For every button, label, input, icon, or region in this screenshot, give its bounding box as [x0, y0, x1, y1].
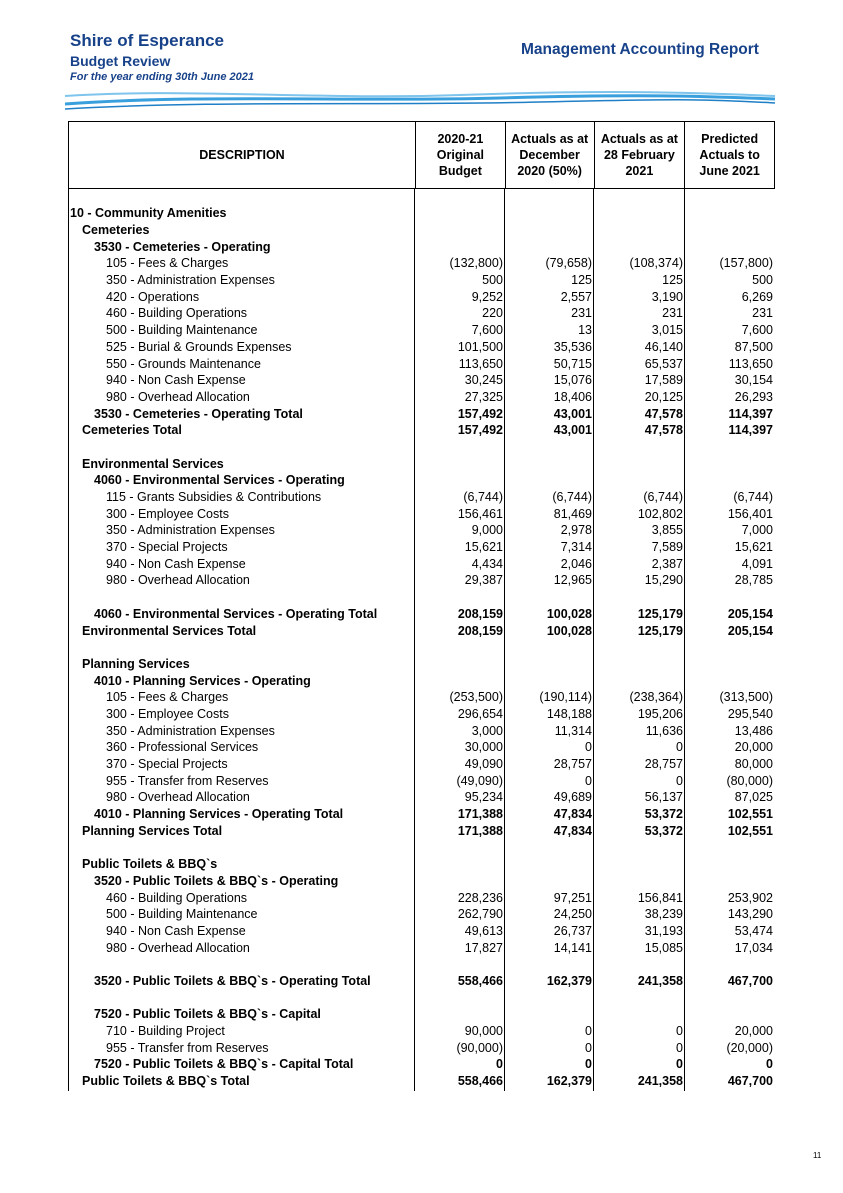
- column-header-actuals-february: Actuals as at 28 February 2021: [594, 122, 685, 188]
- row-value-col2: 7,314: [560, 540, 592, 555]
- table-row: [68, 372, 775, 389]
- spacer-row: [68, 956, 775, 973]
- row-value-col3: 47,578: [644, 406, 683, 421]
- row-value-col2: (79,658): [545, 256, 592, 271]
- row-value-col3: 125,179: [637, 623, 683, 638]
- row-value-col3: 46,140: [644, 339, 683, 354]
- row-value-col2: 0: [585, 1057, 592, 1072]
- section-heading-row: [68, 222, 775, 239]
- row-description: 980 - Overhead Allocation: [106, 790, 250, 805]
- table-row: [68, 522, 775, 539]
- row-value-col1: 171,388: [457, 823, 503, 838]
- row-value-col4: 7,000: [741, 523, 773, 538]
- column-header-description: DESCRIPTION: [199, 148, 285, 162]
- row-value-col2: 0: [585, 740, 592, 755]
- row-description: 4060 - Environmental Services - Operating: [94, 473, 345, 488]
- table-row: [68, 689, 775, 706]
- row-value-col1: 49,090: [464, 757, 503, 772]
- row-value-col2: 0: [585, 1040, 592, 1055]
- row-value-col1: 296,654: [457, 706, 503, 721]
- row-value-col1: 228,236: [457, 890, 503, 905]
- row-value-col3: 20,125: [644, 389, 683, 404]
- row-description: 300 - Employee Costs: [106, 706, 229, 721]
- row-value-col3: 241,358: [637, 973, 683, 988]
- row-value-col4: 17,034: [734, 940, 773, 955]
- total-row: [68, 822, 775, 839]
- row-value-col1: 4,434: [471, 556, 503, 571]
- row-description: 10 - Community Amenities: [70, 206, 227, 221]
- row-description: 115 - Grants Subsidies & Contributions: [106, 490, 322, 505]
- row-value-col4: 26,293: [734, 389, 773, 404]
- row-value-col4: 7,600: [741, 323, 773, 338]
- header-wave-divider: [60, 86, 780, 116]
- row-value-col3: 53,372: [644, 823, 683, 838]
- section-heading-row: [68, 656, 775, 673]
- page-number: 11: [813, 1151, 822, 1160]
- row-value-col3: 56,137: [644, 790, 683, 805]
- row-value-col4: 53,474: [734, 923, 773, 938]
- row-value-col2: 35,536: [553, 339, 592, 354]
- row-value-col3: 102,802: [637, 506, 683, 521]
- row-value-col3: 17,589: [644, 373, 683, 388]
- row-description: 105 - Fees & Charges: [106, 256, 229, 271]
- row-description: 955 - Transfer from Reserves: [106, 773, 269, 788]
- total-row: [68, 1073, 775, 1090]
- row-description: 955 - Transfer from Reserves: [106, 1040, 269, 1055]
- row-value-col3: 125,179: [637, 606, 683, 621]
- row-value-col2: 12,965: [553, 573, 592, 588]
- report-title: Management Accounting Report: [521, 41, 759, 58]
- row-description: 940 - Non Cash Expense: [106, 556, 246, 571]
- report-period: For the year ending 30th June 2021: [70, 71, 255, 83]
- column-header-original-budget: 2020-21 Original Budget: [415, 122, 505, 188]
- row-value-col2: 11,314: [554, 723, 592, 738]
- row-value-col3: 0: [676, 1040, 683, 1055]
- row-value-col2: 125: [571, 273, 592, 288]
- row-description: 420 - Operations: [106, 289, 200, 304]
- total-row: [68, 1056, 775, 1073]
- row-value-col3: 31,193: [644, 923, 683, 938]
- row-value-col1: 30,245: [464, 373, 503, 388]
- row-value-col3: (238,364): [629, 690, 683, 705]
- row-value-col4: (6,744): [733, 490, 773, 505]
- row-value-col1: (6,744): [463, 490, 503, 505]
- row-description: 350 - Administration Expenses: [106, 523, 275, 538]
- row-value-col3: (108,374): [629, 256, 683, 271]
- row-value-col3: (6,744): [643, 490, 683, 505]
- total-row: [68, 806, 775, 823]
- row-value-col4: 28,785: [734, 573, 773, 588]
- row-value-col4: 231: [752, 306, 773, 321]
- row-value-col1: (132,800): [449, 256, 503, 271]
- row-value-col4: 113,650: [728, 356, 773, 371]
- row-description: Environmental Services: [82, 456, 224, 471]
- row-value-col1: 113,650: [458, 356, 503, 371]
- table-row: [68, 555, 775, 572]
- row-value-col2: 13: [578, 323, 592, 338]
- row-value-col4: 15,621: [734, 540, 773, 555]
- table-row: [68, 939, 775, 956]
- row-value-col4: 13,486: [734, 723, 773, 738]
- row-value-col4: 102,551: [727, 823, 773, 838]
- section-heading-row: [68, 205, 775, 222]
- section-heading-row: [68, 1006, 775, 1023]
- row-value-col2: 0: [585, 1024, 592, 1039]
- row-value-col3: 3,015: [651, 323, 683, 338]
- row-description: 980 - Overhead Allocation: [106, 940, 250, 955]
- row-value-col1: (49,090): [456, 773, 503, 788]
- row-description: 370 - Special Projects: [106, 540, 228, 555]
- row-description: 4010 - Planning Services - Operating: [94, 673, 311, 688]
- row-value-col3: 195,206: [637, 706, 683, 721]
- row-description: 550 - Grounds Maintenance: [106, 356, 261, 371]
- row-value-col2: 100,028: [546, 606, 592, 621]
- row-value-col4: 143,290: [727, 907, 773, 922]
- row-value-col4: 156,401: [727, 506, 773, 521]
- row-value-col4: 20,000: [734, 740, 773, 755]
- row-value-col3: 125: [662, 273, 683, 288]
- row-value-col2: 43,001: [553, 423, 592, 438]
- row-value-col1: 171,388: [457, 807, 503, 822]
- row-description: 370 - Special Projects: [106, 757, 228, 772]
- row-value-col4: 114,397: [728, 406, 773, 421]
- row-value-col1: 157,492: [457, 406, 503, 421]
- row-value-col2: 43,001: [553, 406, 592, 421]
- total-row: [68, 606, 775, 623]
- row-description: 500 - Building Maintenance: [106, 907, 258, 922]
- row-value-col1: 9,000: [471, 523, 503, 538]
- row-description: 980 - Overhead Allocation: [106, 389, 250, 404]
- row-value-col4: 0: [766, 1057, 773, 1072]
- row-value-col2: 0: [585, 773, 592, 788]
- row-value-col3: 3,855: [651, 523, 683, 538]
- organisation-name: Shire of Esperance: [70, 31, 225, 50]
- table-row: [68, 355, 775, 372]
- row-value-col2: 26,737: [553, 923, 592, 938]
- table-row: [68, 1039, 775, 1056]
- row-value-col4: (20,000): [726, 1040, 773, 1055]
- row-description: 4010 - Planning Services - Operating Total: [94, 807, 344, 822]
- row-value-col3: 3,190: [651, 289, 683, 304]
- row-description: Planning Services Total: [82, 823, 223, 838]
- row-value-col1: 95,234: [464, 790, 503, 805]
- section-heading-row: [68, 856, 775, 873]
- row-value-col4: 6,269: [741, 289, 773, 304]
- row-value-col1: 558,466: [457, 1074, 503, 1089]
- row-value-col3: 47,578: [644, 423, 683, 438]
- row-value-col4: 205,154: [727, 623, 773, 638]
- row-value-col2: 148,188: [546, 706, 592, 721]
- row-value-col3: 38,239: [644, 907, 683, 922]
- row-value-col4: 114,397: [728, 423, 773, 438]
- row-value-col1: 30,000: [464, 740, 503, 755]
- row-value-col2: 49,689: [553, 790, 592, 805]
- row-description: 350 - Administration Expenses: [106, 273, 275, 288]
- row-value-col3: 231: [662, 306, 683, 321]
- row-value-col1: 157,492: [457, 423, 503, 438]
- row-value-col2: 47,834: [553, 807, 592, 822]
- row-value-col2: 50,715: [553, 356, 592, 371]
- row-description: 500 - Building Maintenance: [106, 323, 258, 338]
- row-value-col4: 253,902: [727, 890, 773, 905]
- row-value-col3: 0: [676, 1024, 683, 1039]
- row-description: Public Toilets & BBQ`s: [82, 857, 218, 872]
- row-value-col2: 2,046: [560, 556, 592, 571]
- row-value-col4: 500: [752, 273, 773, 288]
- row-value-col1: 90,000: [464, 1024, 503, 1039]
- row-value-col2: (6,744): [552, 490, 592, 505]
- row-value-col3: 65,537: [644, 356, 683, 371]
- total-row: [68, 405, 775, 422]
- column-header-actuals-december: Actuals as at December 2020 (50%): [505, 122, 594, 188]
- row-value-col3: 7,589: [651, 540, 683, 555]
- row-value-col2: 14,141: [553, 940, 592, 955]
- row-value-col2: 162,379: [546, 973, 592, 988]
- row-value-col2: 47,834: [553, 823, 592, 838]
- row-value-col3: 0: [676, 1057, 683, 1072]
- row-description: 710 - Building Project: [106, 1024, 225, 1039]
- table-row: [68, 706, 775, 723]
- row-description: Environmental Services Total: [82, 623, 257, 638]
- spacer-row: [68, 589, 775, 606]
- row-value-col4: 30,154: [734, 373, 773, 388]
- row-value-col1: 208,159: [457, 606, 503, 621]
- budget-table: [68, 121, 775, 1091]
- row-description: 7520 - Public Toilets & BBQ`s - Capital Total: [94, 1057, 354, 1072]
- row-value-col3: 0: [676, 740, 683, 755]
- row-value-col4: 87,500: [734, 339, 773, 354]
- row-value-col4: 467,700: [727, 973, 773, 988]
- table-row: [68, 1023, 775, 1040]
- row-description: 3520 - Public Toilets & BBQ`s - Operating: [94, 873, 339, 888]
- row-value-col4: 295,540: [727, 706, 773, 721]
- row-value-col2: 2,978: [560, 523, 592, 538]
- row-value-col4: (80,000): [726, 773, 773, 788]
- table-row: [68, 322, 775, 339]
- table-row: [68, 923, 775, 940]
- section-heading-row: [68, 672, 775, 689]
- row-value-col1: 7,600: [471, 323, 503, 338]
- section-heading-row: [68, 455, 775, 472]
- table-row: [68, 572, 775, 589]
- row-value-col4: 4,091: [741, 556, 773, 571]
- row-value-col1: 27,325: [464, 389, 503, 404]
- row-description: 105 - Fees & Charges: [106, 690, 229, 705]
- row-description: Public Toilets & BBQ`s Total: [82, 1074, 250, 1089]
- row-value-col1: 3,000: [471, 723, 503, 738]
- row-description: 360 - Professional Services: [106, 740, 259, 755]
- row-value-col1: 9,252: [471, 289, 503, 304]
- table-row: [68, 489, 775, 506]
- table-row: [68, 889, 775, 906]
- row-value-col3: 0: [676, 773, 683, 788]
- row-value-col1: 29,387: [464, 573, 503, 588]
- row-description: 460 - Building Operations: [106, 306, 248, 321]
- row-value-col1: 17,827: [464, 940, 503, 955]
- row-value-col1: 101,500: [457, 339, 503, 354]
- row-value-col2: (190,114): [539, 690, 592, 705]
- section-heading-row: [68, 472, 775, 489]
- spacer-row: [68, 989, 775, 1006]
- row-description: Planning Services: [82, 656, 190, 671]
- row-value-col4: 102,551: [727, 807, 773, 822]
- total-row: [68, 973, 775, 990]
- table-row: [68, 539, 775, 556]
- row-description: 980 - Overhead Allocation: [106, 573, 250, 588]
- total-row: [68, 622, 775, 639]
- row-description: Cemeteries: [82, 223, 150, 238]
- row-description: 7520 - Public Toilets & BBQ`s - Capital: [94, 1007, 321, 1022]
- row-value-col1: 49,613: [464, 923, 503, 938]
- row-value-col2: 28,757: [553, 757, 592, 772]
- table-row: [68, 722, 775, 739]
- table-row: [68, 739, 775, 756]
- row-value-col1: 15,621: [464, 540, 503, 555]
- row-value-col1: (90,000): [456, 1040, 503, 1055]
- row-description: 300 - Employee Costs: [106, 506, 229, 521]
- row-value-col3: 15,085: [644, 940, 683, 955]
- table-row: [68, 339, 775, 356]
- table-row: [68, 505, 775, 522]
- row-description: 4060 - Environmental Services - Operating Total: [94, 606, 378, 621]
- row-value-col3: 11,636: [645, 723, 683, 738]
- row-value-col1: 208,159: [457, 623, 503, 638]
- report-subtitle: Budget Review: [70, 53, 171, 69]
- table-row: [68, 288, 775, 305]
- row-value-col3: 28,757: [644, 757, 683, 772]
- table-row: [68, 772, 775, 789]
- row-value-col3: 15,290: [644, 573, 683, 588]
- row-description: 3530 - Cemeteries - Operating: [94, 239, 271, 254]
- table-row: [68, 305, 775, 322]
- table-row: [68, 906, 775, 923]
- row-value-col1: 220: [482, 306, 503, 321]
- row-description: 940 - Non Cash Expense: [106, 923, 246, 938]
- row-value-col2: 231: [571, 306, 592, 321]
- column-header-predicted-actuals: Predicted Actuals to June 2021: [684, 122, 774, 188]
- section-heading-row: [68, 873, 775, 890]
- row-description: 350 - Administration Expenses: [106, 723, 275, 738]
- row-value-col4: 467,700: [727, 1074, 773, 1089]
- row-description: Cemeteries Total: [82, 423, 182, 438]
- row-value-col2: 24,250: [553, 907, 592, 922]
- row-value-col1: 262,790: [457, 907, 503, 922]
- row-value-col4: 205,154: [727, 606, 773, 621]
- table-header: [68, 121, 775, 189]
- row-value-col3: 2,387: [651, 556, 683, 571]
- row-value-col1: 0: [496, 1057, 503, 1072]
- row-description: 525 - Burial & Grounds Expenses: [106, 339, 292, 354]
- row-value-col4: 80,000: [734, 757, 773, 772]
- table-row: [68, 756, 775, 773]
- row-value-col1: (253,500): [449, 690, 503, 705]
- row-value-col4: 87,025: [734, 790, 773, 805]
- row-description: 3520 - Public Toilets & BBQ`s - Operating Total: [94, 973, 371, 988]
- spacer-row: [68, 439, 775, 456]
- row-value-col2: 97,251: [553, 890, 592, 905]
- section-heading-row: [68, 238, 775, 255]
- row-value-col4: 20,000: [734, 1024, 773, 1039]
- row-value-col4: (157,800): [719, 256, 773, 271]
- row-value-col4: (313,500): [719, 690, 773, 705]
- table-row: [68, 389, 775, 406]
- spacer-row: [68, 839, 775, 856]
- row-description: 940 - Non Cash Expense: [106, 373, 246, 388]
- spacer-row: [68, 639, 775, 656]
- table-row: [68, 272, 775, 289]
- row-value-col2: 162,379: [546, 1074, 592, 1089]
- row-description: 3530 - Cemeteries - Operating Total: [94, 406, 303, 421]
- row-value-col1: 500: [482, 273, 503, 288]
- row-value-col2: 100,028: [546, 623, 592, 638]
- table-row: [68, 255, 775, 272]
- row-value-col2: 18,406: [553, 389, 592, 404]
- row-value-col3: 156,841: [637, 890, 683, 905]
- total-row: [68, 422, 775, 439]
- row-value-col2: 2,557: [560, 289, 592, 304]
- row-value-col1: 558,466: [457, 973, 503, 988]
- row-value-col3: 53,372: [644, 807, 683, 822]
- row-description: 460 - Building Operations: [106, 890, 248, 905]
- row-value-col3: 241,358: [637, 1074, 683, 1089]
- table-body: [68, 189, 775, 1091]
- table-row: [68, 789, 775, 806]
- row-value-col2: 15,076: [553, 373, 592, 388]
- row-value-col1: 156,461: [457, 506, 503, 521]
- row-value-col2: 81,469: [553, 506, 592, 521]
